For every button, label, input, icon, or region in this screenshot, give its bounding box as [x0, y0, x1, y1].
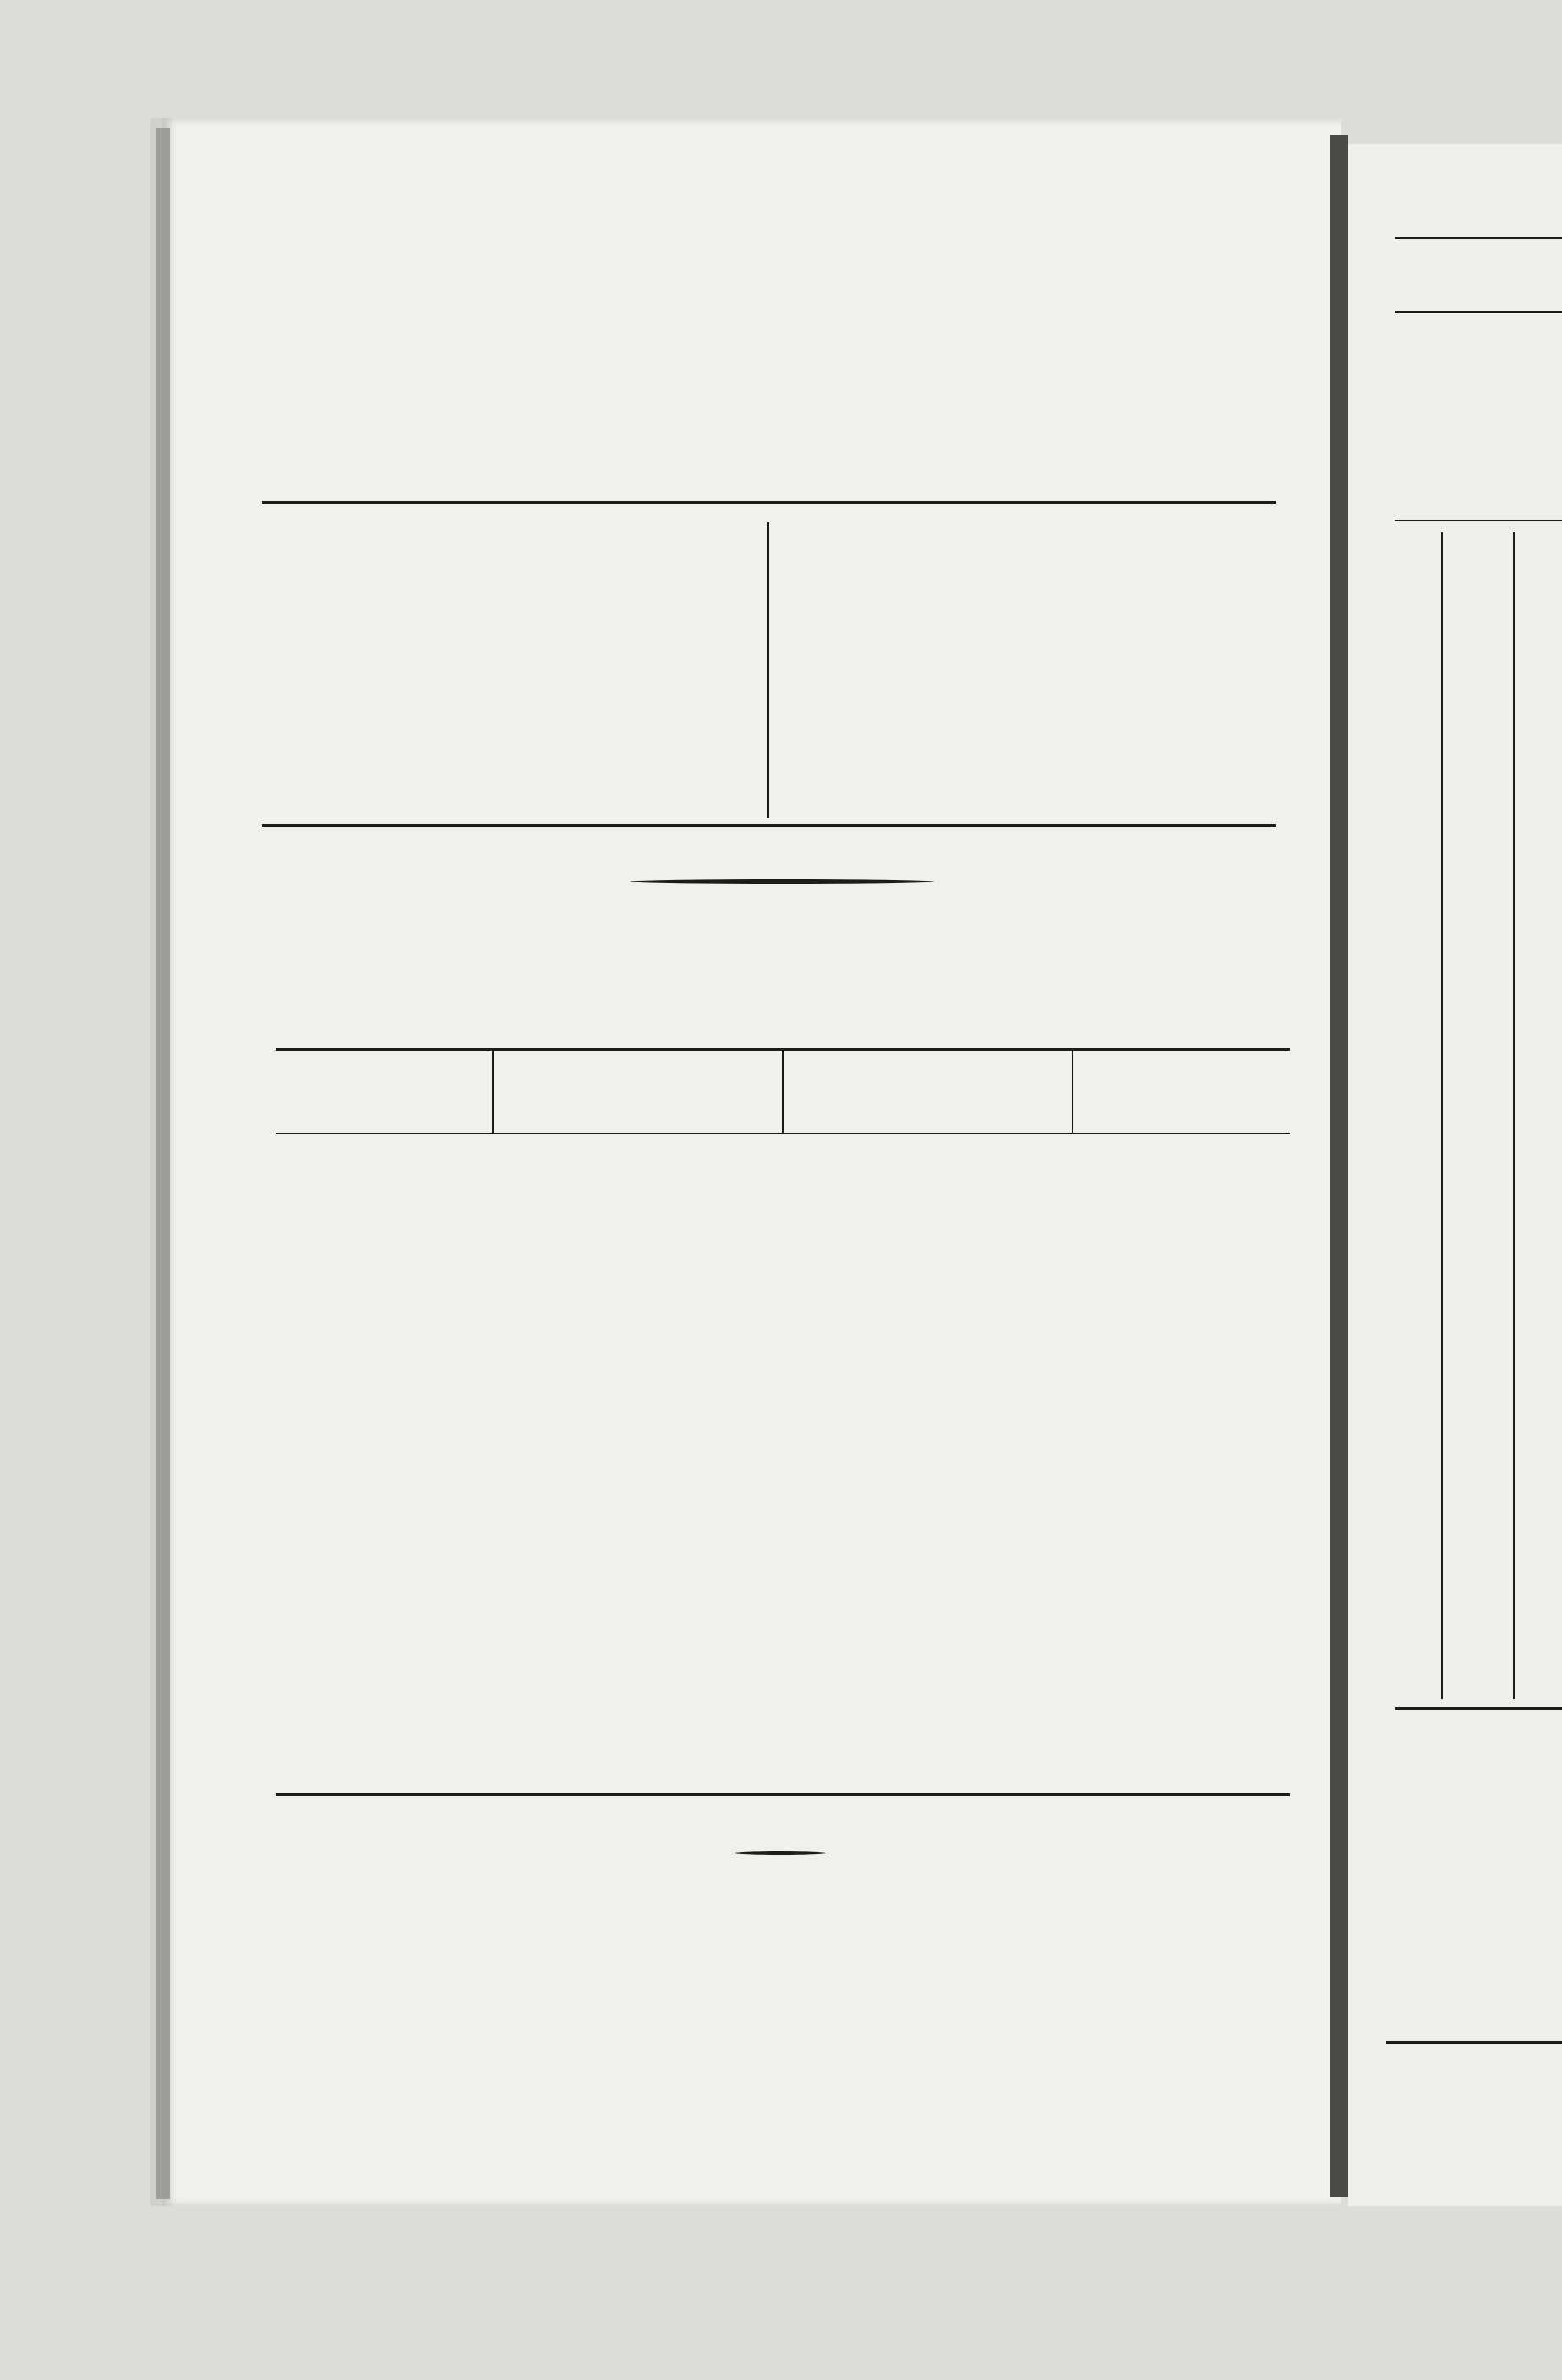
section-divider-ornament	[630, 879, 934, 884]
next-page-bottom-rule	[1386, 2041, 1562, 2044]
next-page-col-divider-1	[1441, 532, 1443, 1699]
header-names	[276, 1048, 493, 1134]
page-edge-shadow	[156, 128, 170, 2199]
header-preachers	[783, 1048, 1073, 1134]
denominations-table	[276, 1048, 1290, 1146]
next-page-title-rule	[1395, 311, 1562, 313]
next-page-table-rule	[1395, 520, 1562, 521]
header-churches	[493, 1048, 783, 1134]
catholics-divider-ornament	[734, 1851, 827, 1855]
calendar-bottom-rule	[262, 824, 1276, 827]
next-page-table-bottom-rule	[1395, 1707, 1562, 1710]
next-page-top-rule	[1395, 237, 1562, 239]
calendar-top-rule	[262, 501, 1276, 504]
table-header-row	[276, 1048, 1290, 1134]
right-page	[1348, 144, 1562, 2206]
table-bottom-rule	[276, 1793, 1290, 1796]
next-page-col-divider-2	[1513, 532, 1515, 1699]
book-gutter	[1330, 135, 1348, 2197]
header-members	[1073, 1048, 1290, 1134]
calendar-column-divider	[767, 522, 769, 818]
left-page	[150, 118, 1341, 2206]
